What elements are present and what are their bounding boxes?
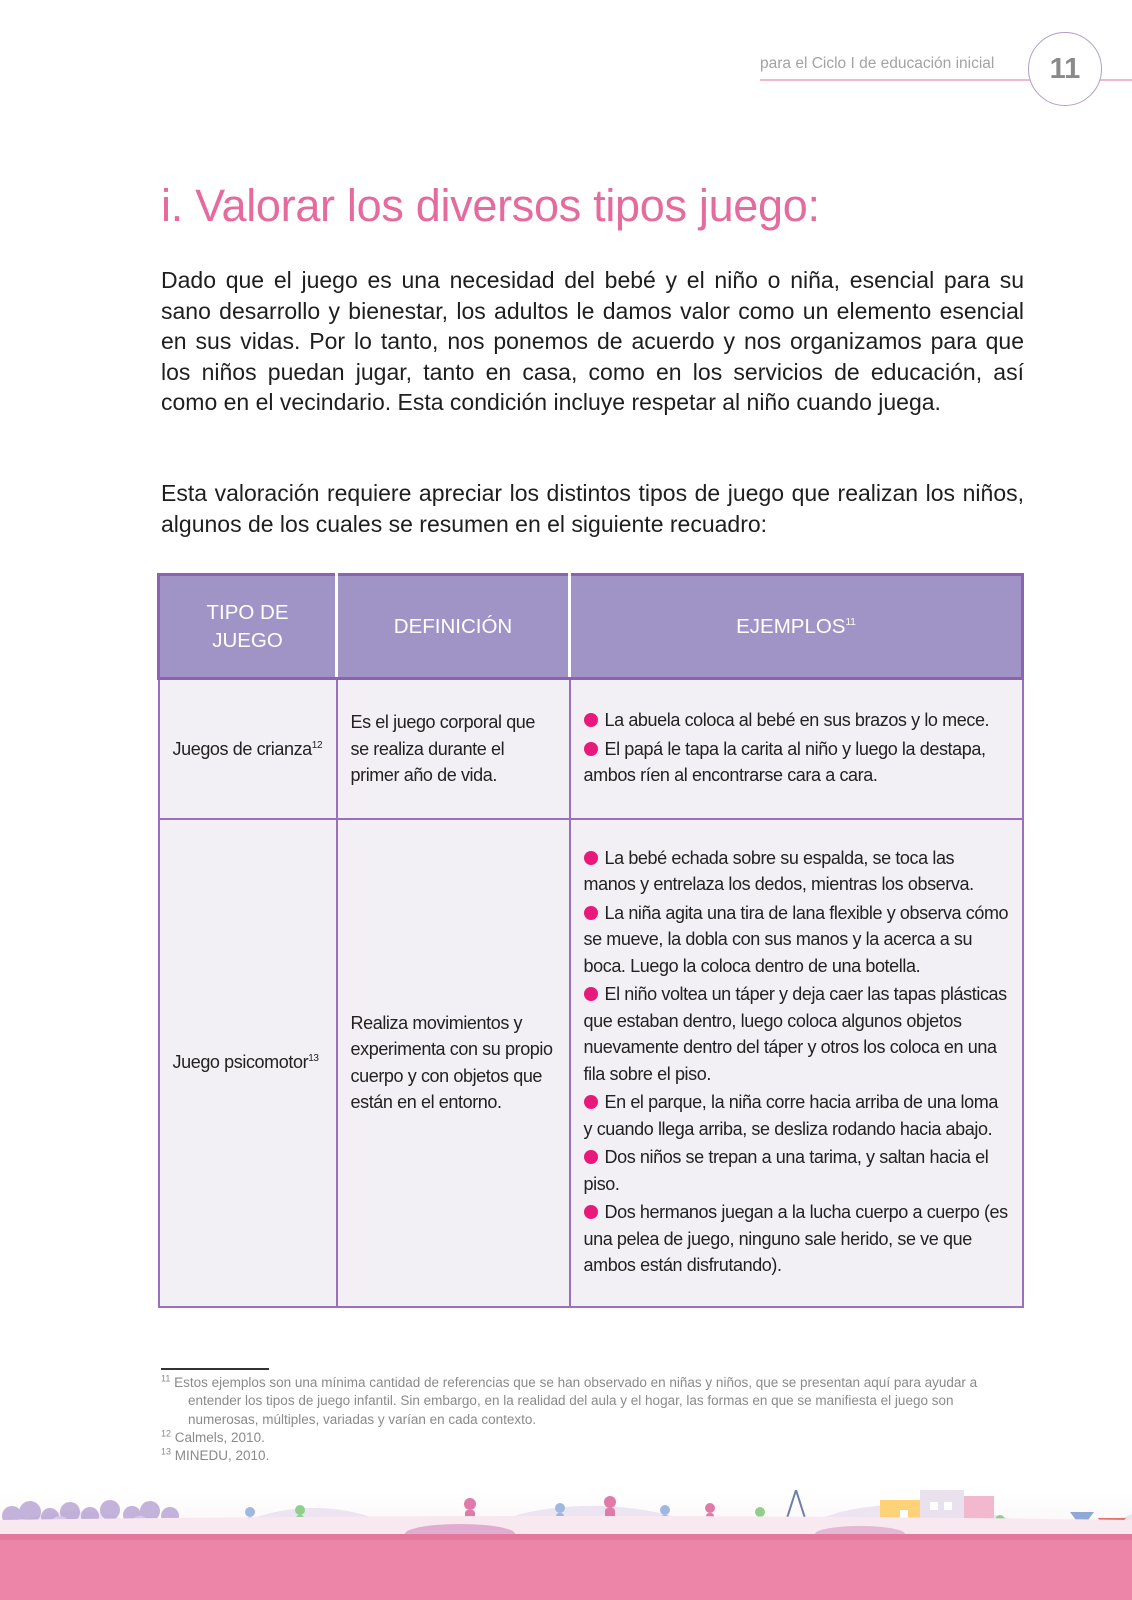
footnotes: [161, 1374, 1025, 1465]
header-tipo-line1: TIPO DE: [206, 600, 289, 624]
intro-paragraph: Dado que el juego es una necesidad del bebé y el niño o niña, esencial para su sano desarrollo y bienestar, los adultos le damos valor como un elemento esencial en sus vidas. Por lo tanto, nos ponemos de acuerdo y nos organizamos para que los niños puedan jugar, tanto en casa, como en los servicios de educación, así como en el vecindario. Esta condición incluye respetar al niño cuando juega.: [161, 267, 1024, 415]
footnote-separator: [161, 1368, 269, 1370]
example-text: La abuela coloca al bebé en sus brazos y lo mece.: [604, 710, 990, 730]
footer-illustration: [0, 1490, 1132, 1600]
bullet-icon: [584, 1205, 598, 1219]
tipo-name: Juegos de crianza: [172, 738, 312, 759]
tipo-cell: [159, 679, 337, 819]
header-tipo-line2: JUEGO: [212, 628, 283, 652]
section-title: i. Valorar los diversos tipos juego:: [161, 180, 820, 231]
definicion-text: Realiza movimientos y experimenta con su propio cuerpo y con objetos que están en el entorno.: [350, 1012, 553, 1112]
example-item: [584, 707, 1009, 734]
table-row: [159, 679, 1023, 819]
footnote-13: [161, 1447, 1025, 1465]
example-item: [584, 1144, 1009, 1197]
footnote-11: [161, 1374, 1025, 1429]
example-item: [584, 1199, 1009, 1279]
header-tipo: [159, 575, 337, 679]
footnote-number: 13: [161, 1446, 172, 1457]
play-types-table: [157, 573, 1024, 1308]
page-number: 11: [1028, 32, 1102, 106]
ejemplos-cell: [570, 819, 1023, 1307]
table-row: [159, 819, 1023, 1307]
table-intro-paragraph: Esta valoración requiere apreciar los distintos tipos de juego que realizan los niños, algunos de los cuales se resumen en el siguiente recuadro:: [161, 480, 1024, 537]
footnote-number: 11: [161, 1373, 171, 1384]
examples-list: [584, 707, 1009, 789]
footnote-text: Estos ejemplos son una mínima cantidad de referencias que se han observado en niñas y niños, que se presentan aquí para ayudar a entender los tipos de juego infantil. Sin embargo, en la realidad del aula y el hogar, las formas en que se manifiesta el juego son numerosas, múltiples, variadas y varían en cada contexto.: [174, 1375, 978, 1427]
examples-list: [584, 845, 1009, 1279]
ejemplos-cell: [570, 679, 1023, 819]
footnote-text: MINEDU, 2010.: [174, 1448, 270, 1464]
bullet-icon: [584, 742, 598, 756]
example-text: La bebé echada sobre su espalda, se toca las manos y entrelaza los dedos, mientras los observa.: [583, 847, 974, 894]
footnote-ref-13: 13: [308, 1053, 319, 1065]
example-item: [584, 981, 1009, 1087]
bullet-icon: [584, 1095, 598, 1109]
footnote-12: [161, 1429, 1025, 1447]
footnote-text: Calmels, 2010.: [174, 1429, 265, 1445]
bullet-icon: [584, 851, 598, 865]
example-text: Dos hermanos juegan a la lucha cuerpo a cuerpo (es una pelea de juego, ninguno sale herido, se ve que ambos están disfrutando).: [583, 1202, 1008, 1275]
footnote-number: 12: [161, 1428, 172, 1439]
table-header-row: [159, 575, 1023, 679]
example-text: La niña agita una tira de lana flexible y observa cómo se mueve, la dobla con sus manos y la acerca a su boca. Luego la coloca dentro de una botella.: [583, 902, 1009, 976]
example-item: [584, 1089, 1009, 1142]
bullet-icon: [584, 713, 598, 727]
footnote-ref-12: 12: [311, 739, 323, 751]
example-item: [584, 900, 1009, 980]
header-definicion: DEFINICIÓN: [337, 575, 570, 679]
running-title: para el Ciclo I de educación inicial: [760, 55, 995, 72]
example-text: En el parque, la niña corre hacia arriba de una loma y cuando llega arriba, se desliza rodando hacia abajo.: [583, 1092, 998, 1139]
bullet-icon: [584, 1150, 598, 1164]
bullet-icon: [584, 906, 598, 920]
definicion-text: Es el juego corporal que se realiza durante el primer año de vida.: [350, 712, 536, 785]
example-text: El niño voltea un táper y deja caer las tapas plásticas que estaban dentro, luego coloca algunos objetos nuevamente dentro del táper y otros los coloca en una fila sobre el piso.: [583, 984, 1007, 1084]
definicion-cell: [337, 819, 570, 1307]
tipo-name: Juego psicomotor: [172, 1052, 309, 1073]
header-ejemplos-label: EJEMPLOS: [736, 614, 846, 638]
footnote-ref-11: 11: [845, 616, 856, 628]
bullet-icon: [584, 987, 598, 1001]
example-text: Dos niños se trepan a una tarima, y saltan hacia el piso.: [583, 1147, 989, 1194]
tipo-cell: [159, 819, 337, 1307]
example-item: [584, 845, 1009, 898]
example-item: [584, 736, 1009, 789]
example-text: El papá le tapa la carita al niño y luego la destapa, ambos ríen al encontrarse cara a cara.: [583, 738, 986, 785]
definicion-cell: [337, 679, 570, 819]
header-ejemplos: [570, 575, 1023, 679]
